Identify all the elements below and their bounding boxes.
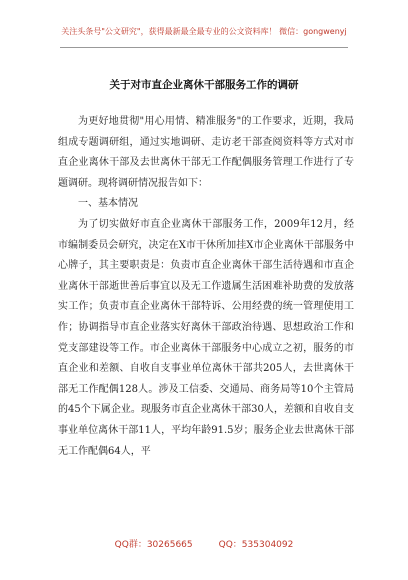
footer-contact — [0, 537, 408, 550]
header-banner: 关注头条号"公文研究"，获得最新最全最专业的公文资料库！ 微信：gongwenyj — [61, 27, 347, 36]
document-title: 关于对市直企业离休干部服务工作的调研 — [109, 79, 299, 91]
footer-qq-group: QQ群：30265665 — [114, 540, 193, 550]
section-heading-basic: 一、基本情况 — [78, 198, 138, 210]
paragraph-intro: 为更好地贯彻"用心用情、精准服务"的工作要求，近期，我局组成专题调研组，通过实地调研、走访老干部查阅资料等方式对市直企业离休干部及去世离休干部无工作配偶服务管理工作进行了专题调研。现将调研情况报告如下： — [58, 116, 354, 189]
document-body — [58, 112, 354, 462]
paragraph-basic-situation: 为了切实做好市直企业离休干部服务工作，2009年12月，经市编制委员会研究，决定在X市干休所加挂X市企业离休干部服务中心牌子，其主要职责是：负责市直企业离休干部生活待遇和市直企业离休干部逝世善后事宜以及无工作遗属生活困难补助费的发放落实工作；负责市直企业离休干部特诉、公用经费的统一管理使用工作；协调指导市直企业落实好离休干部政治待遇、思想政治工作和党支部建设等工作。市企业离休干部服务中心成立之初，服务的市直企业和差额、自收自支事业单位离休干部共205人，去世离休干部无工作配偶128人。涉及工信委、交通局、商务局等10个主管局的45个下属企业。现服务市直企业离休干部30人，差额和自收自支事业单位离休干部11人，平均年龄91.5岁；服务企业去世离休干部无工作配偶64人，平 — [58, 218, 354, 457]
footer-qq: QQ：535304092 — [218, 540, 294, 550]
header-divider — [60, 47, 348, 48]
